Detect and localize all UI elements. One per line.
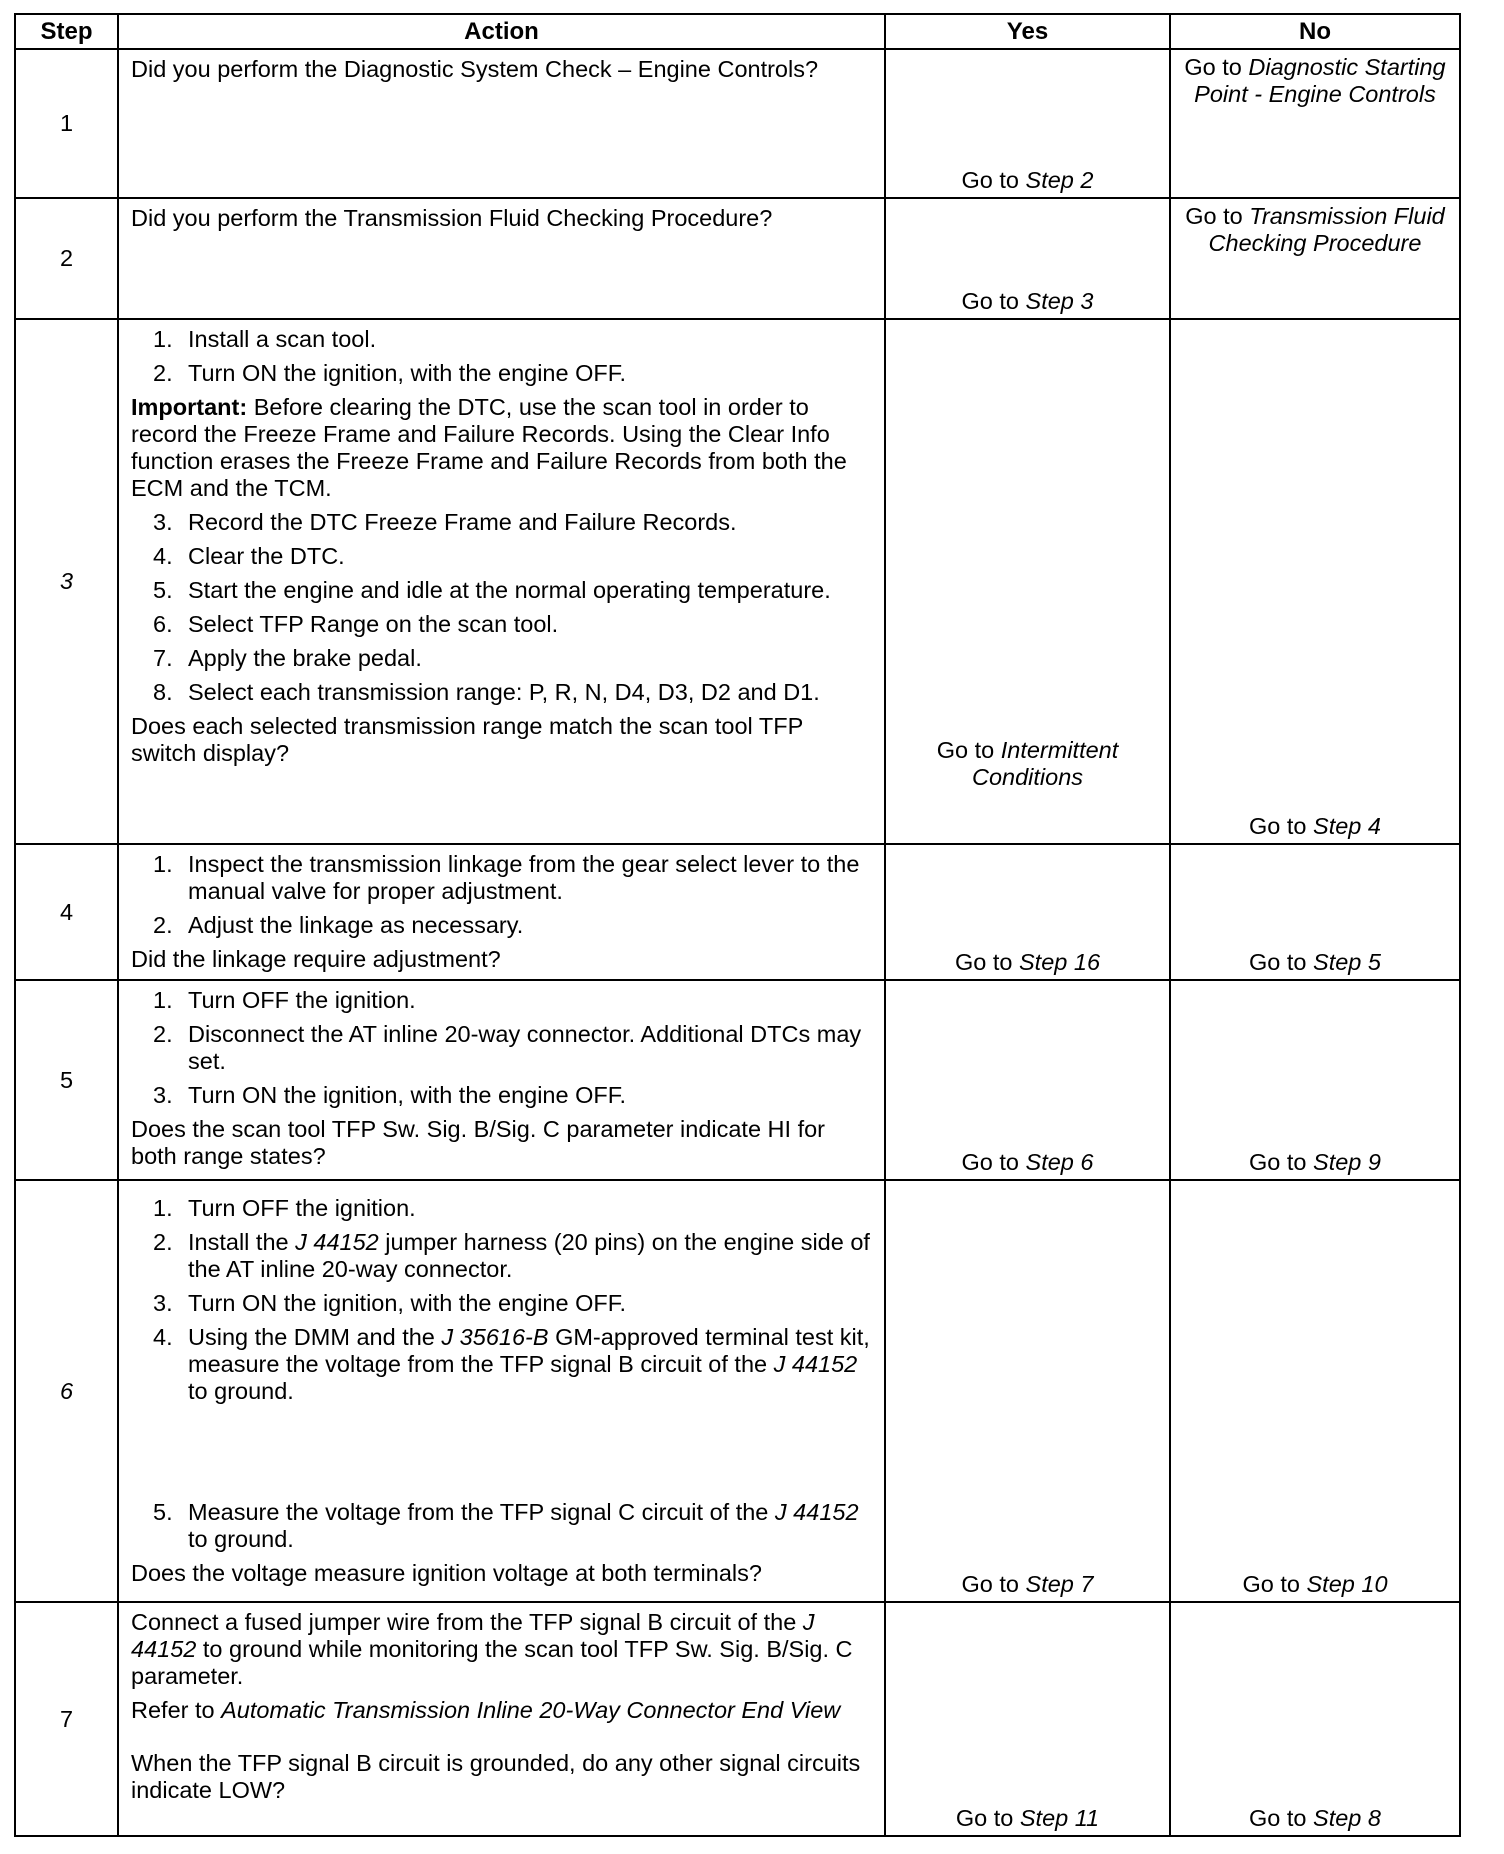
no-prefix: Go to [1249,1805,1307,1831]
list-item: 4. Using the DMM and the J 35616-B GM-approved terminal test kit, measure the voltage from the TFP signal B circuit of the J 44152 to ground. [153,1324,870,1404]
question: Does the voltage measure ignition voltage at both terminals? [131,1560,762,1586]
list-item: 2. Adjust the linkage as necessary. [153,912,524,938]
no-cell [1170,844,1460,980]
yes-prefix: Go to [954,949,1013,975]
instruction-text: Using the DMM and the [188,1324,435,1350]
table-row [15,198,1460,319]
no-prefix: Go to [1185,203,1243,229]
list-item: 3. Turn ON the ignition, with the engine OFF. [153,1082,627,1108]
instruction-text: Adjust the linkage as necessary. [188,912,524,938]
step-number: 7 [15,1602,118,1836]
table-row [15,1602,1460,1836]
no-target: Diagnostic Starting Point - Engine Controls [1194,54,1446,107]
yes-cell [885,1602,1170,1836]
list-item: 5. Start the engine and idle at the normal operating temperature. [153,577,831,603]
tool-reference: J 35616-B [441,1324,549,1350]
header-action: Action [118,14,885,49]
no-cell [1170,980,1460,1180]
instruction-text: Disconnect the AT inline 20-way connector. Additional DTCs may set. [188,1021,862,1074]
list-item: 6. Select TFP Range on the scan tool. [153,611,559,637]
instruction-text: Turn OFF the ignition. [188,987,416,1013]
list-item: 4. Clear the DTC. [153,543,345,569]
tool-reference: J 44152 [295,1229,379,1255]
table-row [15,1180,1460,1602]
instruction-list [131,1195,874,1405]
no-prefix: Go to [1249,949,1307,975]
instruction-text: Select TFP Range on the scan tool. [188,611,559,637]
important-note [131,394,874,502]
yes-prefix: Go to [955,1805,1014,1831]
list-item: 1. Turn OFF the ignition. [153,987,416,1013]
instruction-text: GM-approved terminal test kit, measure the voltage from the TFP signal B circuit of the [188,1324,870,1377]
instruction-text: Clear the DTC. [188,543,345,569]
instruction-text: Turn ON the ignition, with the engine OFF. [188,1082,627,1108]
spacer [131,1405,874,1499]
list-item: 2. Install the J 44152 jumper harness (20 pins) on the engine side of the AT inline 20-way connector. [153,1229,870,1282]
yes-cell [885,49,1170,198]
tool-reference: J 44152 [773,1351,858,1377]
step-number: 6 [15,1180,118,1602]
instruction-text: to ground. [188,1526,294,1552]
yes-target: Step 16 [1019,949,1101,975]
document-reference: Automatic Transmission Inline 20-Way Connector End View [221,1697,841,1723]
header-yes: Yes [885,14,1170,49]
tool-reference: J 44152 [774,1499,859,1525]
instruction-text: Record the DTC Freeze Frame and Failure Records. [188,509,737,535]
question: Did you perform the Diagnostic System Check – Engine Controls? [131,56,819,82]
table-row [15,319,1460,844]
reference-paragraph [131,1697,874,1724]
yes-prefix: Go to [961,1571,1019,1597]
list-item: 1. Inspect the transmission linkage from the gear select lever to the manual valve for proper adjustment. [153,851,860,904]
no-target: Step 10 [1306,1571,1388,1597]
list-item: 3. Turn ON the ignition, with the engine OFF. [153,1290,627,1316]
list-item: 2. Disconnect the AT inline 20-way connector. Additional DTCs may set. [153,1021,862,1074]
instruction-text: Select each transmission range: P, R, N, D4, D3, D2 and D1. [188,679,820,705]
step-number: 2 [15,198,118,319]
yes-cell [885,1180,1170,1602]
yes-prefix: Go to [936,737,995,763]
instruction-text: Start the engine and idle at the normal operating temperature. [188,577,831,603]
instruction-text: Connect a fused jumper wire from the TFP signal B circuit of the [131,1609,797,1635]
yes-target: Step 2 [1025,167,1094,193]
no-cell [1170,1602,1460,1836]
instruction-text: Refer to [131,1697,215,1723]
action-cell [118,319,885,844]
list-item: 5. Measure the voltage from the TFP signal C circuit of the J 44152 to ground. [153,1499,859,1552]
instruction-text: to ground. [188,1378,294,1404]
yes-target: Step 6 [1025,1149,1094,1175]
yes-prefix: Go to [961,167,1019,193]
no-cell [1170,319,1460,844]
question: Did you perform the Transmission Fluid Checking Procedure? [131,205,773,231]
no-prefix: Go to [1249,813,1307,839]
instruction-text: jumper harness (20 pins) on the engine side of the AT inline 20-way connector. [188,1229,870,1282]
instruction-paragraph [131,1609,874,1690]
important-text: Before clearing the DTC, use the scan tool in order to record the Freeze Frame and Failure Records. Using the Clear Info function erases the Freeze Frame and Failure Records from both the ECM and the TCM. [131,394,847,501]
yes-prefix: Go to [961,1149,1019,1175]
question: Did the linkage require adjustment? [131,946,501,972]
step-number: 4 [15,844,118,980]
step-number: 1 [15,49,118,198]
no-prefix: Go to [1242,1571,1300,1597]
instruction-text: Measure the voltage from the TFP signal C circuit of the [188,1499,769,1525]
header-step: Step [15,14,118,49]
yes-cell [885,844,1170,980]
no-target: Transmission Fluid Checking Procedure [1208,203,1445,256]
list-item: 1. Turn OFF the ignition. [153,1195,416,1221]
yes-target: Step 3 [1025,288,1094,314]
instruction-list [131,509,874,706]
instruction-text: Install the [188,1229,289,1255]
no-cell [1170,198,1460,319]
yes-cell [885,319,1170,844]
instruction-text: Turn ON the ignition, with the engine OFF. [188,1290,627,1316]
important-label: Important: [131,394,248,420]
action-cell [118,844,885,980]
no-target: Step 9 [1313,1149,1381,1175]
no-cell [1170,1180,1460,1602]
no-target: Step 5 [1313,949,1381,975]
question: Does the scan tool TFP Sw. Sig. B/Sig. C parameter indicate HI for both range states? [131,1116,826,1169]
instruction-list [131,326,874,387]
no-cell [1170,49,1460,198]
yes-prefix: Go to [961,288,1019,314]
no-prefix: Go to [1184,54,1242,80]
step-number: 5 [15,980,118,1180]
instruction-text: Turn OFF the ignition. [188,1195,416,1221]
action-cell [118,980,885,1180]
yes-target: Step 11 [1019,1805,1100,1831]
instruction-text: Apply the brake pedal. [188,645,422,671]
action-cell [118,198,885,319]
action-cell [118,1602,885,1836]
table-row [15,980,1460,1180]
spacer [131,1724,874,1750]
table-row [15,49,1460,198]
header-row [15,14,1460,49]
yes-target: Step 7 [1025,1571,1094,1597]
no-target: Step 8 [1313,1805,1381,1831]
list-item: 7. Apply the brake pedal. [153,645,422,671]
yes-cell [885,198,1170,319]
yes-cell [885,980,1170,1180]
step-number: 3 [15,319,118,844]
tool-reference: J 44152 [131,1609,815,1662]
yes-target: Intermittent Conditions [971,737,1119,790]
diagnostic-table [14,13,1461,1837]
question: When the TFP signal B circuit is grounded, do any other signal circuits indicate LOW? [131,1750,861,1803]
header-no: No [1170,14,1460,49]
list-item: 1. Install a scan tool. [153,326,377,352]
instruction-list [131,851,874,939]
instruction-text: to ground while monitoring the scan tool TFP Sw. Sig. B/Sig. C parameter. [131,1636,853,1689]
action-cell [118,1180,885,1602]
question: Does each selected transmission range match the scan tool TFP switch display? [131,713,803,766]
list-item: 2. Turn ON the ignition, with the engine OFF. [153,360,627,386]
action-cell [118,49,885,198]
no-target: Step 4 [1313,813,1381,839]
list-item: 8. Select each transmission range: P, R, N, D4, D3, D2 and D1. [153,679,820,705]
instruction-text: Inspect the transmission linkage from the gear select lever to the manual valve for proper adjustment. [188,851,860,904]
instruction-list [131,987,874,1109]
list-item: 3. Record the DTC Freeze Frame and Failure Records. [153,509,737,535]
table-row [15,844,1460,980]
no-prefix: Go to [1249,1149,1307,1175]
instruction-list [131,1499,874,1553]
instruction-text: Turn ON the ignition, with the engine OFF. [188,360,627,386]
instruction-text: Install a scan tool. [188,326,377,352]
